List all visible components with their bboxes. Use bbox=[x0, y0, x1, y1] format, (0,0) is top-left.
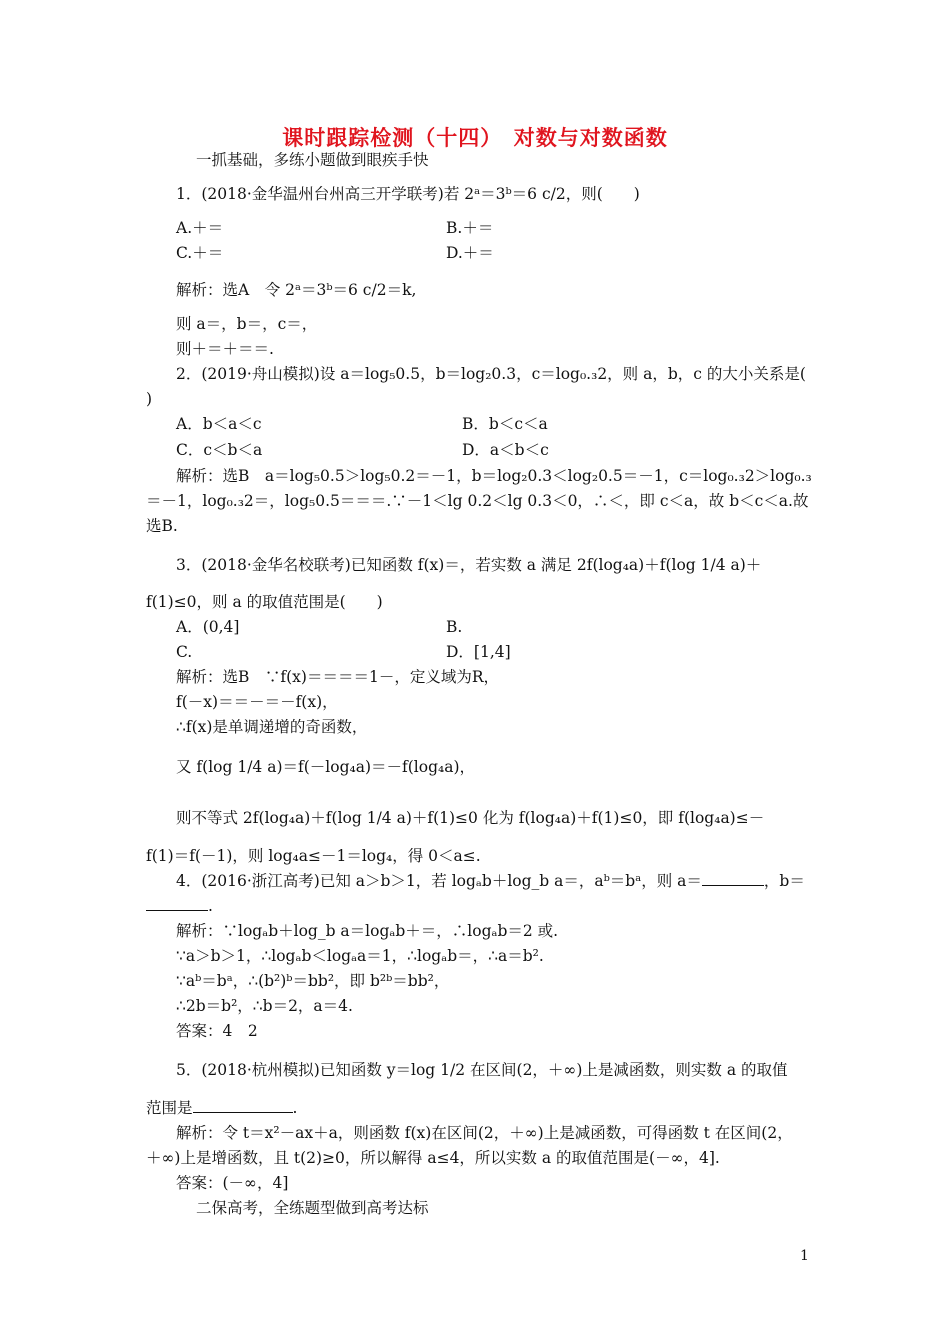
q4-solution-line-3: ∵aᵇ＝bᵃ，∴(b²)ᵇ＝bb²，即 b²ᵇ＝bb²， bbox=[176, 972, 450, 990]
q4-stem-part-a: 4．(2016·浙江高考)已知 a＞b＞1，若 logₐb＋log_b a＝，aᵇ＝bᵃ，则 a＝ bbox=[176, 872, 702, 890]
q3-solution-line-1: 解析：选B ∵f(x)＝＝＝＝1－，定义域为R， bbox=[176, 668, 499, 686]
q3-option-b: B. bbox=[446, 618, 463, 636]
q1-option-b: B.＋＝ bbox=[446, 219, 494, 237]
q3-solution-line-4: 又 f(log 1/4 a)＝f(－log₄a)＝－f(log₄a)， bbox=[176, 758, 476, 776]
q5-stem-line-1: 5．(2018·杭州模拟)已知函数 y＝log 1/2 在区间(2，＋∞)上是减函数，则实数 a 的取值 bbox=[176, 1061, 788, 1079]
q5-solution-line-1: 解析：令 t＝x²－ax＋a，则函数 f(x)在区间(2，＋∞)上是减函数，可得函数 t 在区间(2， bbox=[176, 1124, 793, 1142]
q5-stem-line-2: 范围是 . bbox=[146, 1099, 298, 1117]
q2-option-a: A．b＜a＜c bbox=[176, 415, 262, 433]
q1-option-d: D.＋＝ bbox=[446, 244, 494, 262]
q2-option-c: C．c＜b＜a bbox=[176, 441, 263, 459]
q4-stem-line-1 bbox=[176, 871, 805, 891]
q4-answer: 答案：4 2 bbox=[176, 1022, 258, 1040]
q3-option-d: D．[1,4] bbox=[446, 643, 511, 661]
q3-solution-line-3: ∴f(x)是单调递增的奇函数， bbox=[176, 718, 368, 736]
q2-solution-line-3: 选B. bbox=[146, 517, 178, 535]
q3-stem-line-1: 3．(2018·金华名校联考)已知函数 f(x)＝，若实数 a 满足 2f(log₄a)＋f(log 1/4 a)＋ bbox=[176, 556, 762, 574]
q4-stem-line-2: . bbox=[146, 896, 213, 916]
q5-answer-blank bbox=[193, 1098, 293, 1113]
q4-answer-blank-b bbox=[146, 896, 208, 911]
q5-solution-line-2: ＋∞)上是增函数，且 t(2)≥0，所以解得 a≤4，所以实数 a 的取值范围是(－∞，4]. bbox=[146, 1149, 720, 1167]
q4-answer-blank-a bbox=[702, 871, 764, 886]
q3-option-c: C. bbox=[176, 643, 193, 661]
section-heading-exam: 二保高考，全练题型做到高考达标 bbox=[196, 1199, 429, 1217]
q1-solution-line-2: 则 a＝，b＝，c＝， bbox=[176, 315, 318, 333]
q2-option-d: D．a＜b＜c bbox=[462, 441, 549, 459]
section-heading-basics: 一抓基础，多练小题做到眼疾手快 bbox=[196, 151, 429, 169]
q3-solution-line-5: 则不等式 2f(log₄a)＋f(log 1/4 a)＋f(1)≤0 化为 f(log₄a)＋f(1)≤0，即 f(log₄a)≤－ bbox=[176, 809, 765, 827]
q4-solution-line-4: ∴2b＝b²，∴b＝2，a＝4. bbox=[176, 997, 353, 1015]
q3-stem-line-2: f(1)≤0，则 a 的取值范围是( ) bbox=[146, 593, 383, 611]
q3-solution-line-2: f(－x)＝＝－＝－f(x)， bbox=[176, 693, 338, 711]
q4-solution-line-2: ∵a＞b＞1，∴logₐb＜logₐa＝1，∴logₐb＝，∴a＝b². bbox=[176, 947, 544, 965]
q5-stem-part-a: 范围是 bbox=[146, 1099, 193, 1117]
q2-stem-line-1: 2．(2019·舟山模拟)设 a＝log₅0.5，b＝log₂0.3，c＝log₀.₃2，则 a，b，c 的大小关系是( bbox=[176, 365, 806, 383]
q1-stem: 1．(2018·金华温州台州高三开学联考)若 2ᵃ＝3ᵇ＝6 c/2，则( ) bbox=[176, 185, 640, 203]
q3-option-a: A．(0,4] bbox=[176, 618, 240, 636]
q2-option-b: B．b＜c＜a bbox=[462, 415, 548, 433]
q1-option-a: A.＋＝ bbox=[176, 219, 224, 237]
q3-solution-line-6: f(1)＝f(－1)，则 log₄a≤－1＝log₄，得 0＜a≤. bbox=[146, 847, 481, 865]
q4-stem-part-b: ，b＝ bbox=[763, 872, 805, 890]
page-number: 1 bbox=[800, 1248, 809, 1264]
q5-answer: 答案：(－∞，4] bbox=[176, 1174, 289, 1192]
q2-solution-line-2: ＝－1，log₀.₃2＝，log₅0.5＝＝＝.∵－1＜lg 0.2＜lg 0.3＜0，∴＜，即 c＜a，故 b＜c＜a.故 bbox=[146, 492, 809, 510]
q1-solution-line-3: 则＋＝＋＝＝. bbox=[176, 340, 274, 358]
q1-solution-line-1: 解析：选A 令 2ᵃ＝3ᵇ＝6 c/2＝k, bbox=[176, 281, 417, 299]
q2-stem-line-2: ) bbox=[146, 390, 153, 408]
q4-solution-line-1: 解析：∵logₐb＋log_b a＝logₐb＋＝，∴logₐb＝2 或. bbox=[176, 922, 559, 940]
q2-solution-line-1: 解析：选B a＝log₅0.5＞log₅0.2＝－1，b＝log₂0.3＜log₂0.5＝－1，c＝log₀.₃2＞log₀.₃ bbox=[176, 467, 812, 485]
page-title: 课时跟踪检测（十四） 对数与对数函数 bbox=[282, 126, 668, 150]
q1-option-c: C.＋＝ bbox=[176, 244, 224, 262]
